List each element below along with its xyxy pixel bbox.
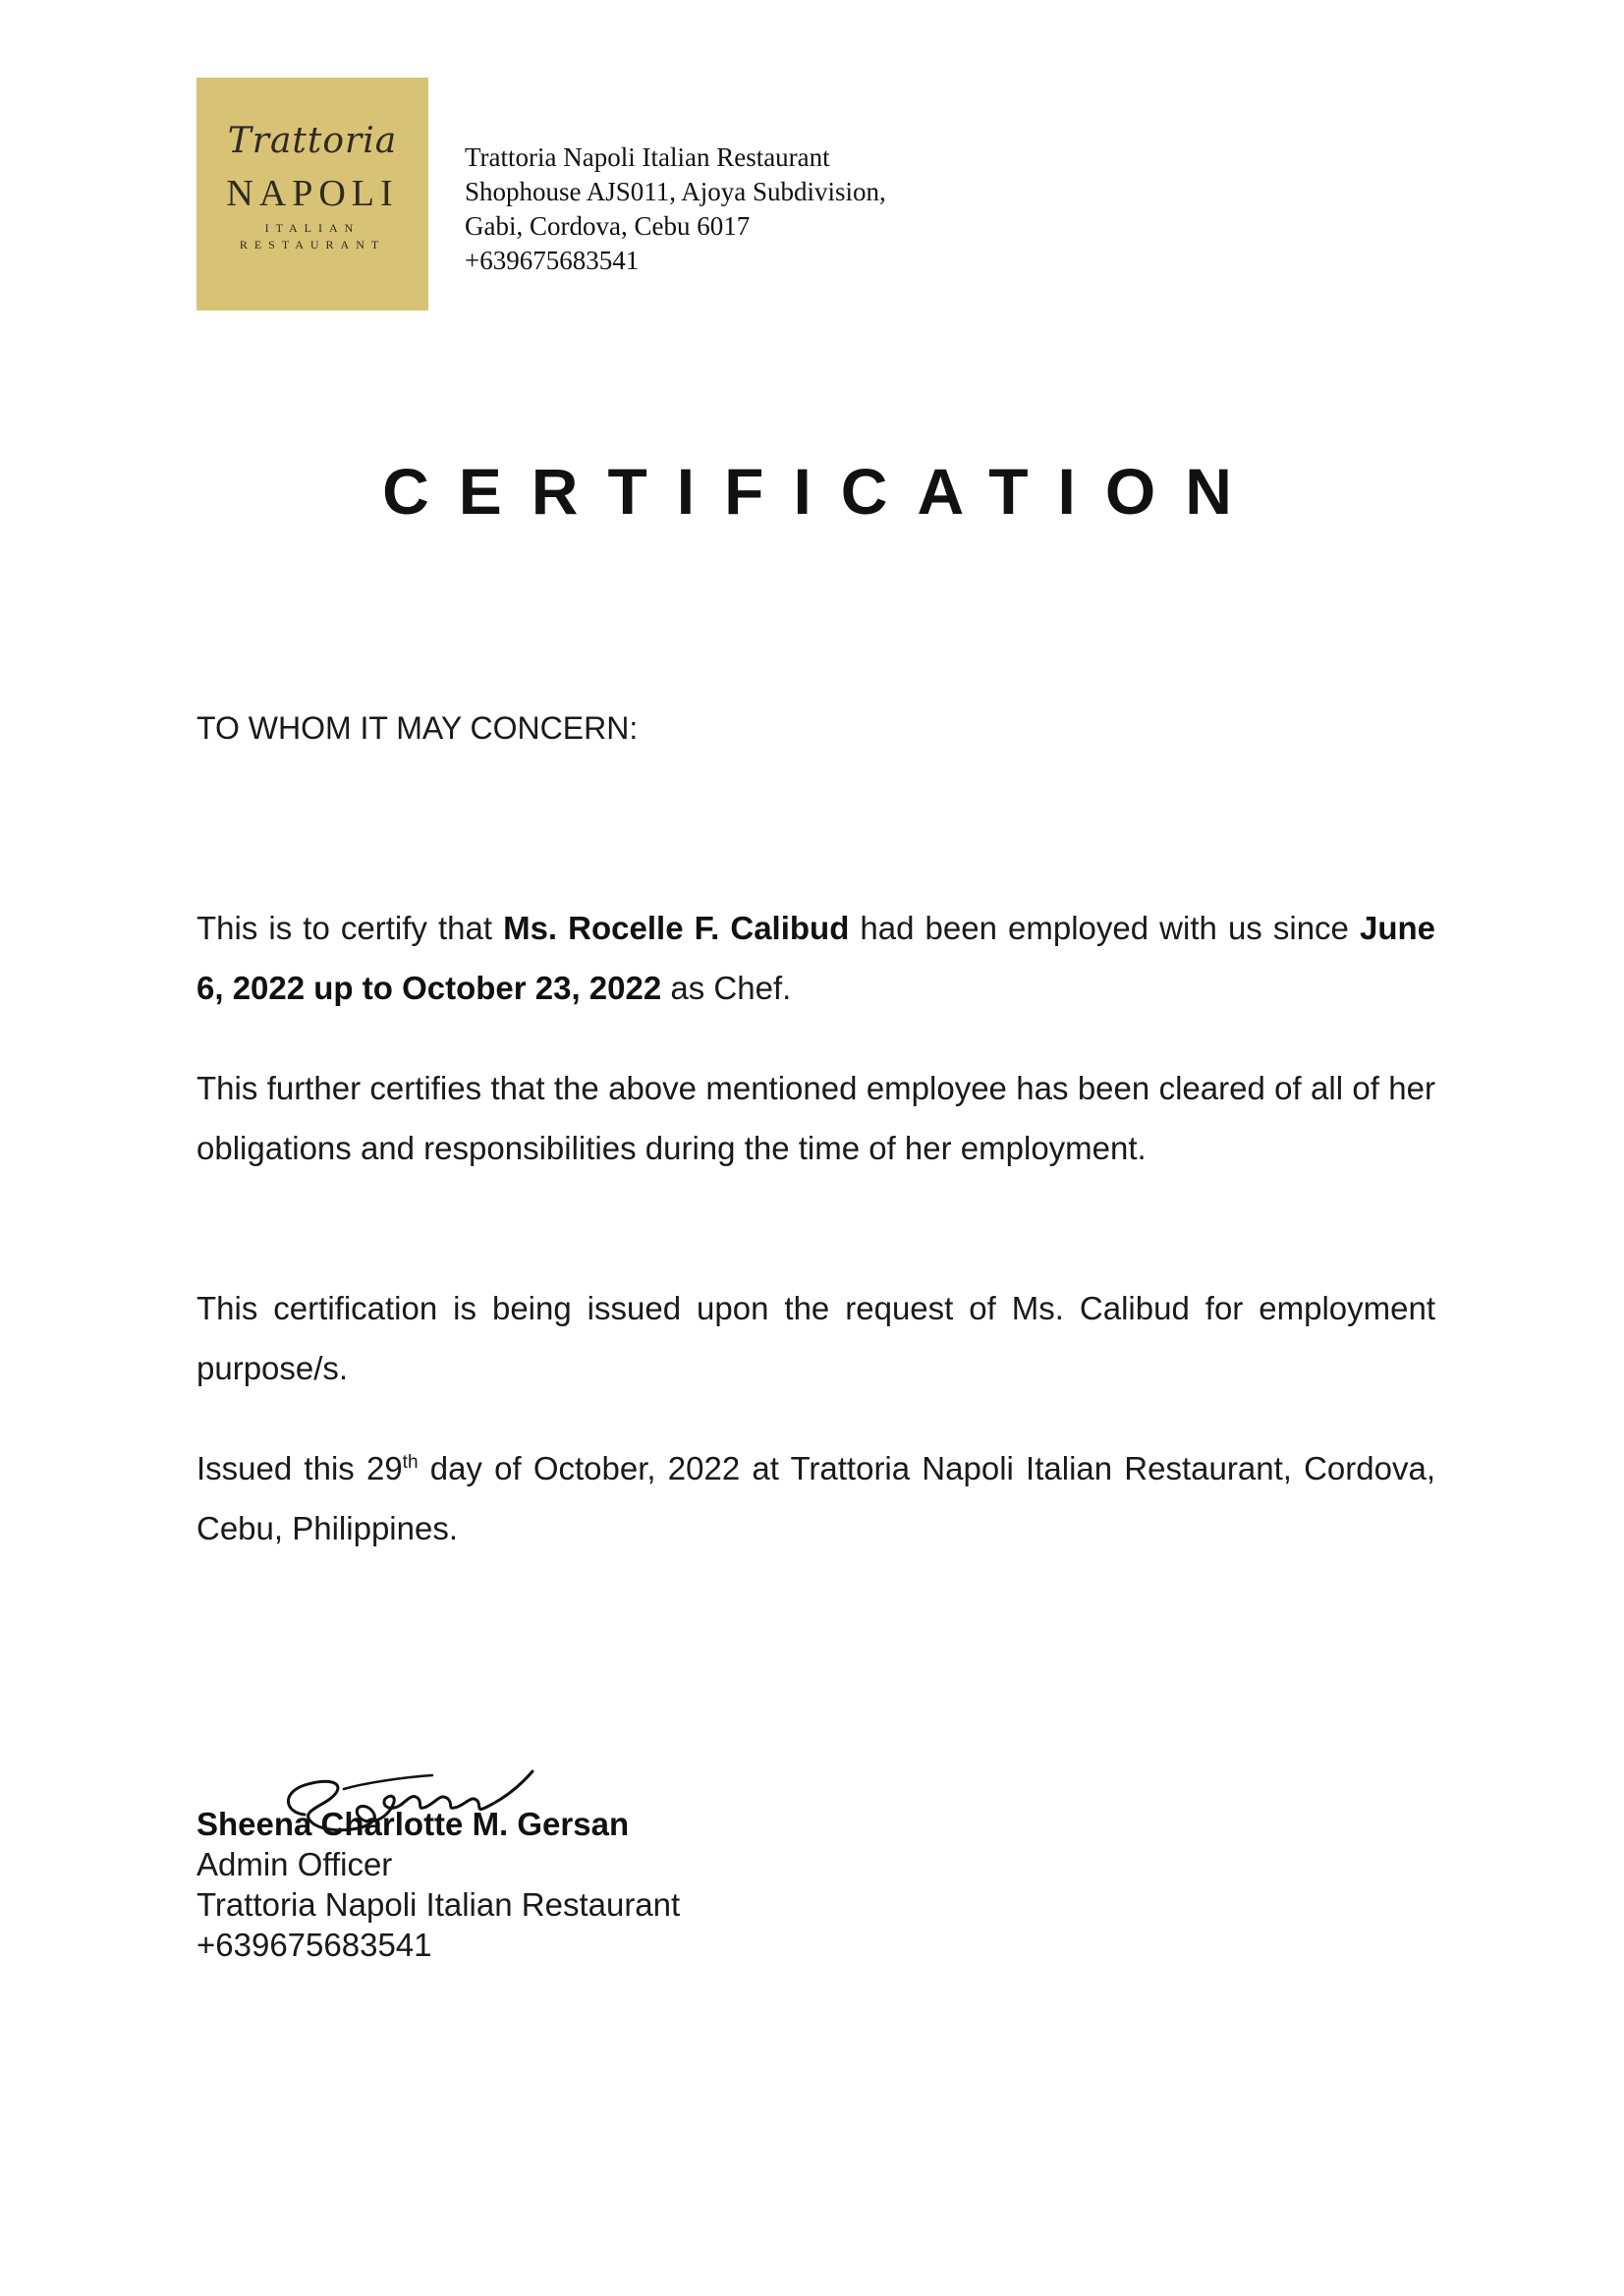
letterhead-company-name: Trattoria Napoli Italian Restaurant xyxy=(465,142,830,172)
logo-script-text: Trattoria xyxy=(227,121,398,161)
paragraph-1-middle: had been employed with us since xyxy=(849,910,1360,946)
letterhead-address-line-1: Shophouse AJS011, Ajoya Subdivision, xyxy=(465,177,886,206)
employment-period: June 6, 2022 up to October 23, 2022 xyxy=(196,910,1435,1006)
paragraph-clearance: This further certifies that the above mentioned employee has been cleared of all of her obligations and responsibilities during the time of her employment. xyxy=(196,1070,1435,1166)
signatory-company: Trattoria Napoli Italian Restaurant xyxy=(196,1886,681,1923)
paragraph-purpose: This certification is being issued upon the request of Ms. Calibud for employment purpose/s. xyxy=(196,1290,1435,1386)
paragraph-1-intro: This is to certify that xyxy=(196,910,504,946)
signatory-phone: +639675683541 xyxy=(196,1927,432,1963)
employee-name: Ms. Rocelle F. Calibud xyxy=(503,910,850,946)
logo-subtitle-line-1: ITALIAN xyxy=(264,221,361,235)
document-title: CERTIFICATION xyxy=(382,455,1261,528)
signatory-position: Admin Officer xyxy=(196,1846,393,1882)
salutation: TO WHOM IT MAY CONCERN: xyxy=(196,710,639,746)
letterhead-phone: +639675683541 xyxy=(465,246,640,275)
logo-name-text: NAPOLI xyxy=(226,173,399,214)
restaurant-logo xyxy=(196,78,428,310)
paragraph-1-position: as Chef. xyxy=(661,970,792,1006)
paragraph-employment xyxy=(196,898,1435,1018)
paragraph-4-rest: day of October, 2022 at Trattoria Napoli Italian Restaurant, Cordova, Cebu, Philippines. xyxy=(196,1450,1435,1546)
day-ordinal-suffix: th xyxy=(402,1452,419,1473)
logo-subtitle-line-2: RESTAURANT xyxy=(239,238,386,252)
paragraph-4-intro: Issued this 29 xyxy=(196,1450,403,1486)
paragraph-issuance xyxy=(196,1438,1435,1558)
signatory-name: Sheena Charlotte M. Gersan xyxy=(196,1806,630,1842)
signatory-block xyxy=(196,1804,680,1965)
letterhead-info xyxy=(465,140,886,278)
letterhead-address-line-2: Gabi, Cordova, Cebu 6017 xyxy=(465,211,751,241)
